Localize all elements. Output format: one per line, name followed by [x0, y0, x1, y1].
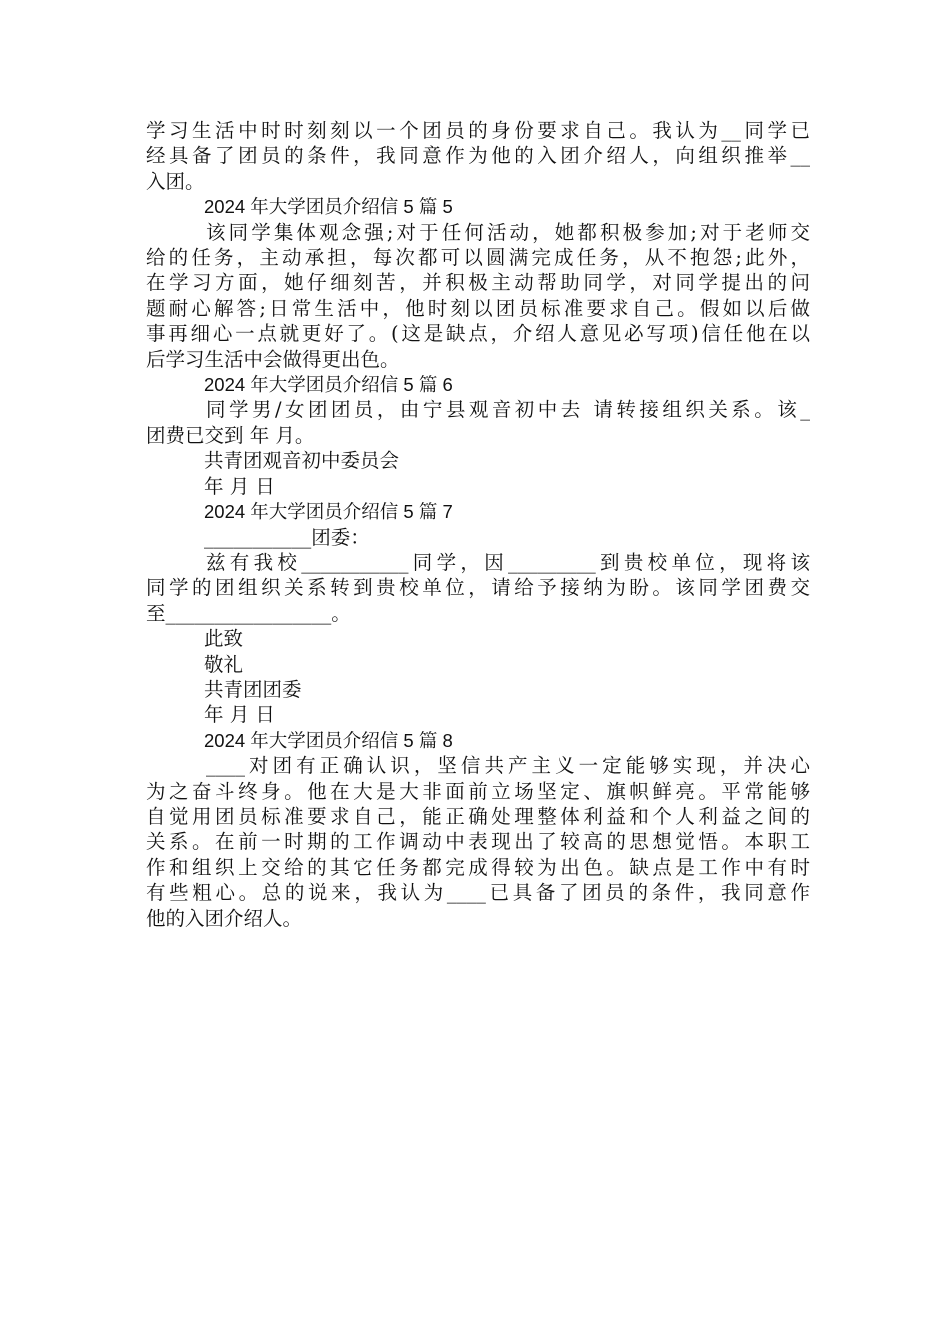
- text-line: 在学习方面，她仔细刻苦，并积极主动帮助同学，对同学提出的问: [146, 271, 810, 295]
- text-line: 他的入团介绍人。: [146, 906, 303, 930]
- text-line: 共青团观音初中委员会: [204, 449, 400, 473]
- text-line: 作和组织上交给的其它任务都完成得较为出色。缺点是工作中有时: [146, 855, 810, 879]
- text-line: 事再细心一点就更好了。(这是缺点，介绍人意见必写项)信任他在以: [146, 322, 810, 346]
- text-line: 敬礼: [204, 652, 244, 676]
- text-line: 自觉用团员标准要求自己，能正确处理整体利益和个人利益之间的: [146, 804, 810, 828]
- text-line: 团费已交到 年 月。: [146, 423, 315, 447]
- section-heading: 2024 年大学团员介绍信 5 篇 7: [204, 501, 453, 523]
- section-heading: 2024 年大学团员介绍信 5 篇 8: [204, 729, 453, 751]
- text-line: 共青团团委: [204, 677, 302, 701]
- section-heading: 2024 年大学团员介绍信 5 篇 5: [204, 196, 453, 218]
- text-line: 给的任务，主动承担，每次都可以圆满完成任务，从不抱怨;此外，: [146, 246, 810, 270]
- text-line: 后学习生活中会做得更出色。: [146, 347, 400, 371]
- text-line: 兹有我校___________同学，因_________到贵校单位，现将该: [206, 550, 810, 574]
- text-line: 同学的团组织关系转到贵校单位，请给予接纳为盼。该同学团费交: [146, 576, 810, 600]
- text-line: 此致: [204, 627, 244, 651]
- text-line: 年 月 日: [204, 703, 275, 727]
- section-heading: 2024 年大学团员介绍信 5 篇 6: [204, 374, 453, 396]
- text-line: 该同学集体观念强;对于任何活动，她都积极参加;对于老师交: [206, 220, 810, 244]
- text-line: 入团。: [146, 169, 205, 193]
- text-line: 同学男/女团团员，由宁县观音初中去 请转接组织关系。该_: [206, 398, 810, 422]
- text-line: 为之奋斗终身。他在大是大非面前立场坚定、旗帜鲜亮。平常能够: [146, 779, 810, 803]
- text-line: 经具备了团员的条件，我同意作为他的入团介绍人，向组织推举__: [146, 144, 810, 168]
- text-line: 年 月 日: [204, 474, 275, 498]
- text-line: 至_________________。: [146, 601, 351, 625]
- text-line: ____对团有正确认识，坚信共产主义一定能够实现，并决心: [206, 754, 810, 778]
- text-line: ___________团委：: [204, 525, 370, 549]
- text-line: 有些粗心。总的说来，我认为____已具备了团员的条件，我同意作: [146, 881, 810, 905]
- text-line: 题耐心解答;日常生活中，他时刻以团员标准要求自己。假如以后做: [146, 296, 810, 320]
- text-line: 学习生活中时时刻刻以一个团员的身份要求自己。我认为__同学已: [146, 119, 810, 142]
- text-line: 关系。在前一时期的工作调动中表现出了较高的思想觉悟。本职工: [146, 830, 810, 854]
- document-body: [146, 118, 810, 931]
